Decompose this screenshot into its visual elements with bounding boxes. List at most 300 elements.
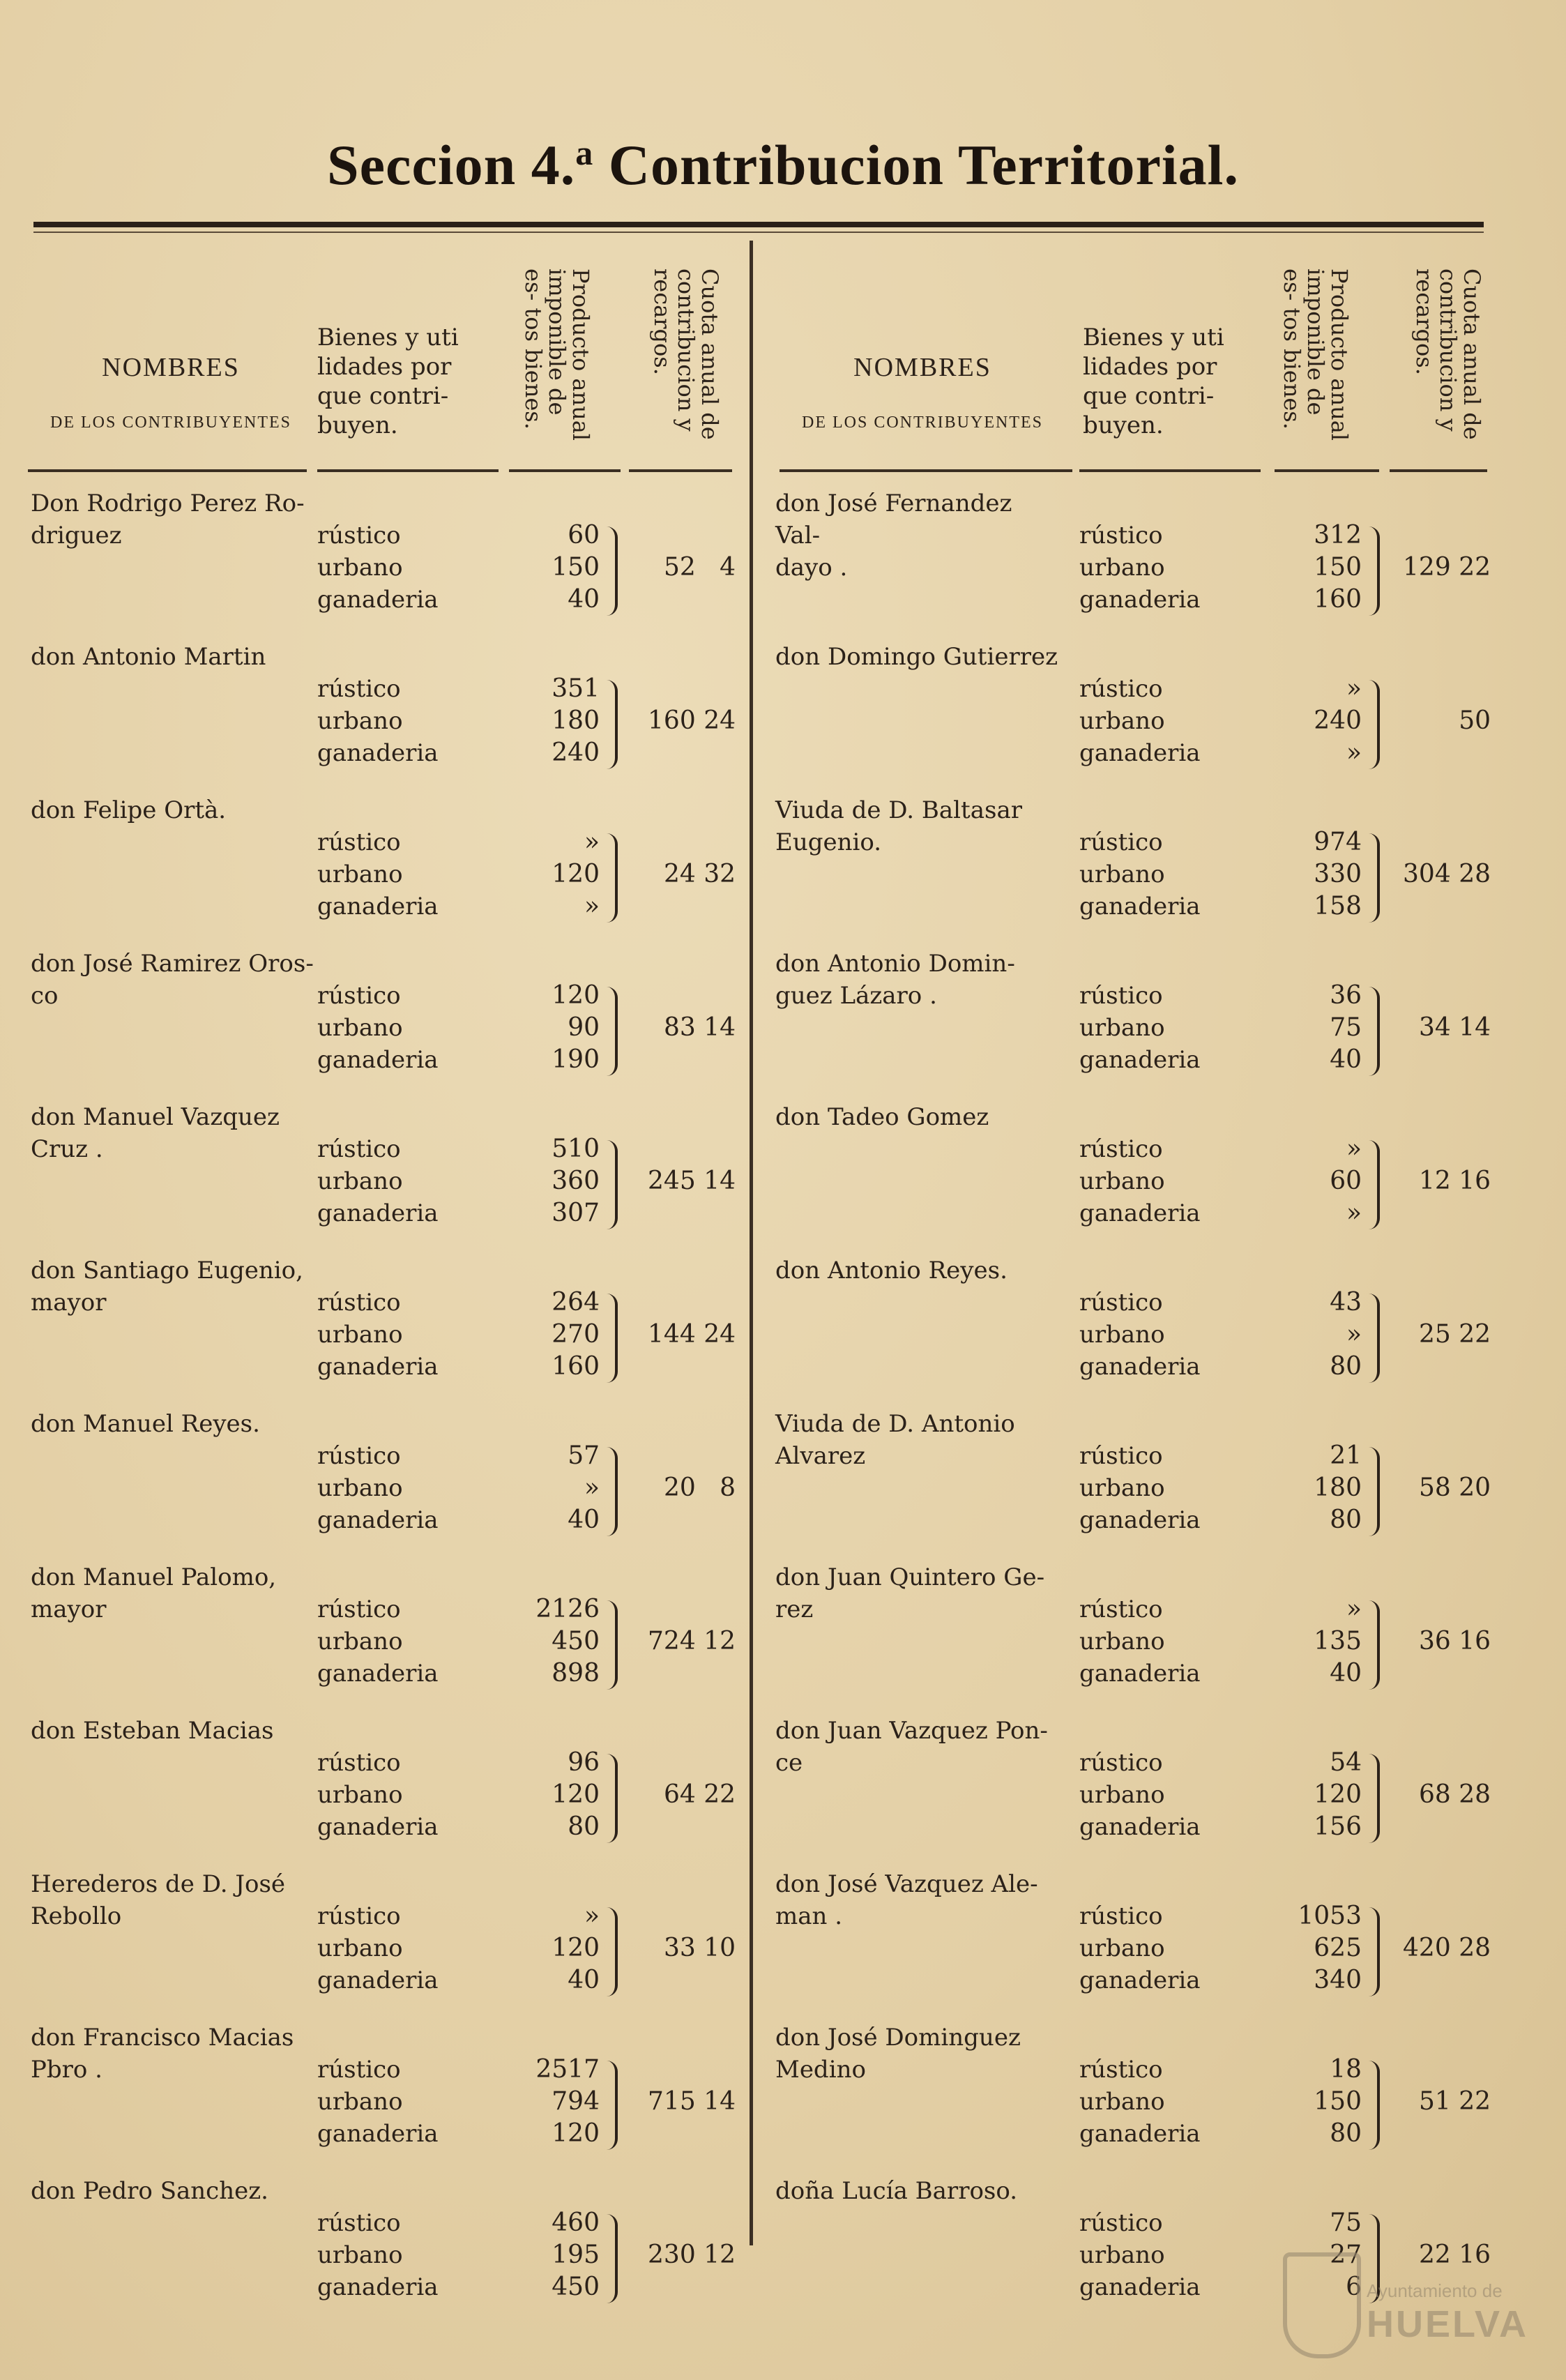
product-value: 794 xyxy=(552,2087,600,2116)
contributor-entry xyxy=(773,1245,1491,1398)
annual-quota: 68 28 xyxy=(1418,1780,1491,1809)
property-type-label: rústico xyxy=(317,982,401,1010)
product-value: 160 xyxy=(552,1352,600,1381)
property-type-label: ganaderia xyxy=(317,1813,439,1841)
contributor-entry xyxy=(773,1552,1491,1705)
product-value: 450 xyxy=(552,1627,600,1655)
annual-quota: 33 10 xyxy=(663,1934,736,1962)
annual-quota: 24 32 xyxy=(663,860,736,888)
product-value: 270 xyxy=(552,1320,600,1349)
annual-quota: 144 24 xyxy=(648,1320,736,1349)
product-value: 27 xyxy=(1330,2241,1362,2269)
property-types xyxy=(317,980,526,1076)
property-type-label: ganaderia xyxy=(317,739,439,767)
names-heading: NOMBRES DE LOS CONTRIBUYENTES xyxy=(802,353,1043,432)
product-value: 460 xyxy=(552,2208,600,2237)
product-value: 96 xyxy=(568,1748,600,1777)
brace xyxy=(605,526,618,616)
annual-quota: 25 22 xyxy=(1418,1320,1491,1349)
contributor-entry xyxy=(28,2012,736,2165)
brace xyxy=(1367,2061,1380,2150)
product-value: 75 xyxy=(1330,1013,1362,1042)
annual-quota: 58 20 xyxy=(1418,1473,1491,1502)
product-values xyxy=(1278,826,1362,923)
property-types xyxy=(317,520,526,616)
cuota-heading: Cuota anual de contribucion y recargos. xyxy=(649,268,723,440)
contributor-entry xyxy=(773,785,1491,938)
property-type-label: ganaderia xyxy=(1079,2273,1201,2301)
product-value: 150 xyxy=(1314,2087,1362,2116)
property-types xyxy=(317,1440,526,1536)
contributor-name: don Antonio Domin- guez Lázaro . xyxy=(775,950,1015,1010)
brace xyxy=(1367,1294,1380,1383)
property-type-label: urbano xyxy=(317,707,403,735)
property-type-label: ganaderia xyxy=(317,2273,439,2301)
contributor-entry xyxy=(28,1552,736,1705)
property-types xyxy=(317,1593,526,1690)
brace xyxy=(1367,526,1380,616)
property-type-label: ganaderia xyxy=(317,1046,439,1074)
brace xyxy=(605,1140,618,1229)
brace xyxy=(605,1600,618,1690)
brace xyxy=(605,1294,618,1383)
product-values xyxy=(516,520,600,616)
column-header xyxy=(28,241,732,478)
annual-quota: 52 4 xyxy=(663,553,736,582)
property-type-label: ganaderia xyxy=(1079,1660,1201,1688)
product-value: 40 xyxy=(568,1506,600,1534)
product-value: 40 xyxy=(1330,1659,1362,1688)
property-types xyxy=(317,826,526,923)
product-value: » xyxy=(584,828,600,856)
property-type-label: urbano xyxy=(1079,1167,1165,1195)
contributor-entry xyxy=(28,1245,736,1398)
annual-quota: 20 8 xyxy=(663,1473,736,1502)
product-value: 160 xyxy=(1314,585,1362,614)
brace xyxy=(605,1907,618,1996)
product-values xyxy=(1278,2054,1362,2150)
property-type-label: ganaderia xyxy=(1079,1199,1201,1227)
property-type-label: urbano xyxy=(1079,861,1165,888)
property-type-label: urbano xyxy=(317,1628,403,1655)
property-type-label: urbano xyxy=(1079,1014,1165,1042)
product-value: » xyxy=(1346,674,1362,703)
annual-quota: 22 16 xyxy=(1418,2241,1491,2269)
contributor-list xyxy=(28,478,736,2319)
product-value: 180 xyxy=(1314,1473,1362,1502)
brace xyxy=(605,1447,618,1536)
contributor-name: don Tadeo Gomez xyxy=(775,1103,989,1131)
contributor-entry xyxy=(773,1091,1491,1245)
property-type-label: urbano xyxy=(317,1781,403,1809)
contributor-entry xyxy=(28,2165,736,2319)
property-type-label: urbano xyxy=(1079,1628,1165,1655)
product-value: 158 xyxy=(1314,892,1362,920)
property-types xyxy=(1079,1900,1288,1996)
contributor-name: don José Vazquez Ale- man . xyxy=(775,1870,1038,1930)
annual-quota: 715 14 xyxy=(648,2087,736,2116)
product-values xyxy=(1278,1593,1362,1690)
contributor-name: don Manuel Reyes. xyxy=(31,1410,260,1438)
contributor-name: Viuda de D. Antonio Alvarez xyxy=(775,1410,1015,1470)
contributor-entry xyxy=(28,938,736,1091)
product-value: » xyxy=(1346,1135,1362,1163)
property-type-label: rústico xyxy=(317,1749,401,1777)
product-values xyxy=(1278,1747,1362,1843)
contributor-entry xyxy=(773,2012,1491,2165)
product-value: 135 xyxy=(1314,1627,1362,1655)
product-values xyxy=(1278,1440,1362,1536)
names-heading: NOMBRES DE LOS CONTRIBUYENTES xyxy=(50,353,291,432)
property-type-label: rústico xyxy=(1079,1749,1163,1777)
left-column xyxy=(28,241,736,2319)
property-type-label: urbano xyxy=(317,1934,403,1962)
property-type-label: rústico xyxy=(1079,675,1163,703)
property-type-label: rústico xyxy=(1079,828,1163,856)
product-value: 40 xyxy=(568,1966,600,1994)
producto-heading: Producto anual imponible de es- tos bienes. xyxy=(520,268,594,441)
contributor-name: don José Ramirez Oros- co xyxy=(31,950,314,1010)
product-value: 351 xyxy=(552,674,600,703)
product-values xyxy=(516,1747,600,1843)
annual-quota: 34 14 xyxy=(1418,1013,1491,1042)
property-type-label: ganaderia xyxy=(1079,1046,1201,1074)
product-value: 195 xyxy=(552,2241,600,2269)
coat-of-arms-icon xyxy=(1283,2252,1361,2358)
contributor-name: don Francisco Macias Pbro . xyxy=(31,2024,294,2084)
product-value: » xyxy=(1346,1199,1362,1227)
brace xyxy=(1367,1447,1380,1536)
product-value: 450 xyxy=(552,2273,600,2301)
product-values xyxy=(516,1133,600,1229)
annual-quota: 36 16 xyxy=(1418,1627,1491,1655)
product-value: » xyxy=(1346,1320,1362,1349)
product-value: 54 xyxy=(1330,1748,1362,1777)
contributor-name: don Santiago Eugenio, mayor xyxy=(31,1257,303,1317)
contributor-list xyxy=(773,478,1491,2319)
contributor-entry xyxy=(773,478,1491,631)
contributor-name: Herederos de D. José Rebollo xyxy=(31,1870,286,1930)
property-type-label: ganaderia xyxy=(317,586,439,614)
property-type-label: urbano xyxy=(1079,2241,1165,2269)
contributor-name: don Manuel Vazquez Cruz . xyxy=(31,1103,280,1163)
product-values xyxy=(516,826,600,923)
property-types xyxy=(1079,1440,1288,1536)
contributor-name: don José Fernandez Val- dayo . xyxy=(775,490,1012,582)
contributor-name: don Manuel Palomo, mayor xyxy=(31,1563,277,1623)
contributor-name: doña Lucía Barroso. xyxy=(775,2177,1018,2205)
product-value: 18 xyxy=(1330,2055,1362,2084)
property-type-label: urbano xyxy=(1079,1781,1165,1809)
contributor-name: don Felipe Ortà. xyxy=(31,796,227,824)
property-type-label: rústico xyxy=(1079,1289,1163,1317)
product-value: 510 xyxy=(552,1135,600,1163)
bienes-heading: Bienes y uti lidades por que contri- buyen. xyxy=(1083,324,1224,439)
product-value: 190 xyxy=(552,1045,600,1074)
contributor-entry xyxy=(28,478,736,631)
property-types xyxy=(1079,673,1288,769)
contributor-name: Viuda de D. Baltasar Eugenio. xyxy=(775,796,1022,856)
brace xyxy=(605,2214,618,2303)
annual-quota: 230 12 xyxy=(648,2241,736,2269)
product-value: 36 xyxy=(1330,981,1362,1010)
property-types xyxy=(1079,2054,1288,2150)
property-type-label: rústico xyxy=(1079,1595,1163,1623)
product-value: 40 xyxy=(568,585,600,614)
product-value: 1053 xyxy=(1298,1902,1362,1930)
product-values xyxy=(516,1593,600,1690)
product-value: 156 xyxy=(1314,1812,1362,1841)
brace xyxy=(605,833,618,923)
page-title: Seccion 4.$^a$ Contribucion Territorial. xyxy=(327,133,1239,197)
product-value: » xyxy=(584,1902,600,1930)
product-values xyxy=(516,1287,600,1383)
contributor-name: don Domingo Gutierrez xyxy=(775,643,1058,671)
property-type-label: rústico xyxy=(317,675,401,703)
product-value: 898 xyxy=(552,1659,600,1688)
property-type-label: urbano xyxy=(1079,1934,1165,1962)
annual-quota: 160 24 xyxy=(648,706,736,735)
property-types xyxy=(1079,1593,1288,1690)
property-type-label: rústico xyxy=(1079,982,1163,1010)
annual-quota: 83 14 xyxy=(663,1013,736,1042)
annual-quota: 51 22 xyxy=(1418,2087,1491,2116)
producto-heading: Producto anual imponible de es- tos bienes. xyxy=(1279,268,1353,441)
product-value: 340 xyxy=(1314,1966,1362,1994)
property-types xyxy=(317,1287,526,1383)
product-value: 120 xyxy=(552,1934,600,1962)
product-values xyxy=(1278,673,1362,769)
brace xyxy=(1367,833,1380,923)
product-value: 60 xyxy=(1330,1167,1362,1195)
archive-seal: Ayuntamiento de HUELVA xyxy=(1283,2252,1513,2357)
brace xyxy=(1367,1140,1380,1229)
product-values xyxy=(1278,520,1362,616)
product-value: 80 xyxy=(568,1812,600,1841)
property-type-label: ganaderia xyxy=(1079,2120,1201,2148)
property-types xyxy=(1079,1747,1288,1843)
product-value: 40 xyxy=(1330,1045,1362,1074)
product-value: 240 xyxy=(1314,706,1362,735)
product-value: 43 xyxy=(1330,1288,1362,1317)
bienes-heading: Bienes y uti lidades por que contri- buyen. xyxy=(317,324,459,439)
product-value: 120 xyxy=(552,2119,600,2148)
product-values xyxy=(516,1900,600,1996)
property-type-label: rústico xyxy=(317,2209,401,2237)
annual-quota: 12 16 xyxy=(1418,1167,1491,1195)
contributor-name: don Juan Quintero Ge- rez xyxy=(775,1563,1045,1623)
contributor-entry xyxy=(773,1705,1491,1858)
product-values xyxy=(516,2054,600,2150)
property-type-label: ganaderia xyxy=(317,893,439,920)
contributor-entry xyxy=(28,1398,736,1552)
property-type-label: urbano xyxy=(317,1167,403,1195)
title-rule xyxy=(33,222,1484,227)
annual-quota: 245 14 xyxy=(648,1167,736,1195)
property-types xyxy=(1079,1133,1288,1229)
property-type-label: rústico xyxy=(1079,1135,1163,1163)
property-type-label: ganaderia xyxy=(317,2120,439,2148)
property-type-label: urbano xyxy=(317,2088,403,2116)
annual-quota: 724 12 xyxy=(648,1627,736,1655)
contributor-entry xyxy=(773,631,1491,785)
brace xyxy=(1367,1600,1380,1690)
product-value: 120 xyxy=(552,981,600,1010)
property-types xyxy=(1079,2207,1288,2303)
property-type-label: urbano xyxy=(317,2241,403,2269)
property-type-label: ganaderia xyxy=(317,1966,439,1994)
property-type-label: ganaderia xyxy=(1079,586,1201,614)
property-type-label: ganaderia xyxy=(317,1353,439,1381)
product-value: 120 xyxy=(1314,1780,1362,1809)
brace xyxy=(605,987,618,1076)
property-type-label: ganaderia xyxy=(1079,739,1201,767)
product-values xyxy=(1278,1900,1362,1996)
product-value: » xyxy=(584,1473,600,1502)
product-value: 80 xyxy=(1330,2119,1362,2148)
contributor-entry xyxy=(28,1705,736,1858)
product-value: 150 xyxy=(552,553,600,582)
annual-quota: 50 xyxy=(1459,706,1491,735)
contributor-entry xyxy=(28,785,736,938)
contributor-entry xyxy=(28,1091,736,1245)
product-value: 57 xyxy=(568,1441,600,1470)
product-values xyxy=(516,980,600,1076)
product-value: 120 xyxy=(552,1780,600,1809)
right-column xyxy=(773,241,1491,2319)
property-types xyxy=(317,2054,526,2150)
product-value: 180 xyxy=(552,706,600,735)
property-types xyxy=(317,1133,526,1229)
property-type-label: rústico xyxy=(1079,2209,1163,2237)
product-value: 75 xyxy=(1330,2208,1362,2237)
product-values xyxy=(1278,1133,1362,1229)
property-types xyxy=(1079,1287,1288,1383)
product-value: 150 xyxy=(1314,553,1362,582)
annual-quota: 304 28 xyxy=(1403,860,1491,888)
property-types xyxy=(1079,980,1288,1076)
property-type-label: urbano xyxy=(317,1474,403,1502)
product-value: 625 xyxy=(1314,1934,1362,1962)
product-value: 120 xyxy=(552,860,600,888)
contributor-name: don Antonio Reyes. xyxy=(775,1257,1008,1284)
property-types xyxy=(317,1747,526,1843)
property-type-label: rústico xyxy=(317,1135,401,1163)
product-value: 90 xyxy=(568,1013,600,1042)
contributor-name: don José Dominguez Medino xyxy=(775,2024,1021,2084)
annual-quota: 129 22 xyxy=(1403,553,1491,582)
product-value: 307 xyxy=(552,1199,600,1227)
product-values xyxy=(516,673,600,769)
brace xyxy=(1367,1907,1380,1996)
brace xyxy=(605,2061,618,2150)
brace xyxy=(1367,987,1380,1076)
property-type-label: urbano xyxy=(317,861,403,888)
property-type-label: ganaderia xyxy=(317,1199,439,1227)
cuota-heading: Cuota anual de contribucion y recargos. xyxy=(1411,268,1485,440)
product-value: » xyxy=(1346,1595,1362,1623)
property-type-label: ganaderia xyxy=(1079,1966,1201,1994)
product-value: » xyxy=(1346,738,1362,767)
property-type-label: ganaderia xyxy=(1079,1813,1201,1841)
property-type-label: rústico xyxy=(317,1902,401,1930)
annual-quota: 420 28 xyxy=(1403,1934,1491,1962)
product-value: 360 xyxy=(552,1167,600,1195)
property-type-label: ganaderia xyxy=(1079,1506,1201,1534)
product-value: 2517 xyxy=(535,2055,600,2084)
contributor-entry xyxy=(28,1858,736,2012)
annual-quota: 64 22 xyxy=(663,1780,736,1809)
property-type-label: rústico xyxy=(317,522,401,549)
property-types xyxy=(317,1900,526,1996)
property-type-label: urbano xyxy=(1079,707,1165,735)
property-type-label: ganaderia xyxy=(317,1660,439,1688)
contributor-entry xyxy=(773,938,1491,1091)
property-type-label: rústico xyxy=(317,828,401,856)
property-type-label: rústico xyxy=(1079,522,1163,549)
contributor-name: don Juan Vazquez Pon- ce xyxy=(775,1717,1048,1777)
property-type-label: rústico xyxy=(317,2056,401,2084)
property-types xyxy=(317,673,526,769)
property-type-label: ganaderia xyxy=(317,1506,439,1534)
product-value: 80 xyxy=(1330,1506,1362,1534)
property-type-label: urbano xyxy=(317,1014,403,1042)
property-types xyxy=(317,2207,526,2303)
product-value: 6 xyxy=(1346,2273,1362,2301)
product-value: 312 xyxy=(1314,521,1362,549)
property-type-label: rústico xyxy=(1079,1902,1163,1930)
product-values xyxy=(1278,1287,1362,1383)
contributor-name: don Pedro Sanchez. xyxy=(31,2177,268,2205)
brace xyxy=(1367,680,1380,769)
product-value: » xyxy=(584,892,600,920)
property-type-label: rústico xyxy=(1079,2056,1163,2084)
column-header xyxy=(773,241,1491,478)
contributor-name: don Antonio Martin xyxy=(31,643,266,671)
product-value: 60 xyxy=(568,521,600,549)
property-type-label: urbano xyxy=(317,554,403,582)
product-values xyxy=(516,1440,600,1536)
product-value: 264 xyxy=(552,1288,600,1317)
brace xyxy=(605,680,618,769)
property-type-label: ganaderia xyxy=(1079,893,1201,920)
property-type-label: ganaderia xyxy=(1079,1353,1201,1381)
brace xyxy=(1367,1754,1380,1843)
product-value: 80 xyxy=(1330,1352,1362,1381)
product-value: 2126 xyxy=(535,1595,600,1623)
product-value: 21 xyxy=(1330,1441,1362,1470)
product-value: 330 xyxy=(1314,860,1362,888)
product-values xyxy=(516,2207,600,2303)
contributor-entry xyxy=(28,631,736,785)
contributor-name: don Esteban Macias xyxy=(31,1717,274,1745)
property-type-label: urbano xyxy=(1079,1474,1165,1502)
property-type-label: urbano xyxy=(317,1321,403,1349)
property-type-label: rústico xyxy=(317,1289,401,1317)
brace xyxy=(605,1754,618,1843)
contributor-entry xyxy=(773,1398,1491,1552)
contributor-name: Don Rodrigo Perez Ro- driguez xyxy=(31,490,305,549)
property-type-label: urbano xyxy=(1079,554,1165,582)
title-rule-thin xyxy=(33,232,1484,233)
property-type-label: rústico xyxy=(317,1595,401,1623)
product-values xyxy=(1278,980,1362,1076)
property-type-label: urbano xyxy=(1079,1321,1165,1349)
product-value: 974 xyxy=(1314,828,1362,856)
property-types xyxy=(1079,520,1288,616)
column-separator xyxy=(750,241,753,2245)
property-types xyxy=(1079,826,1288,923)
